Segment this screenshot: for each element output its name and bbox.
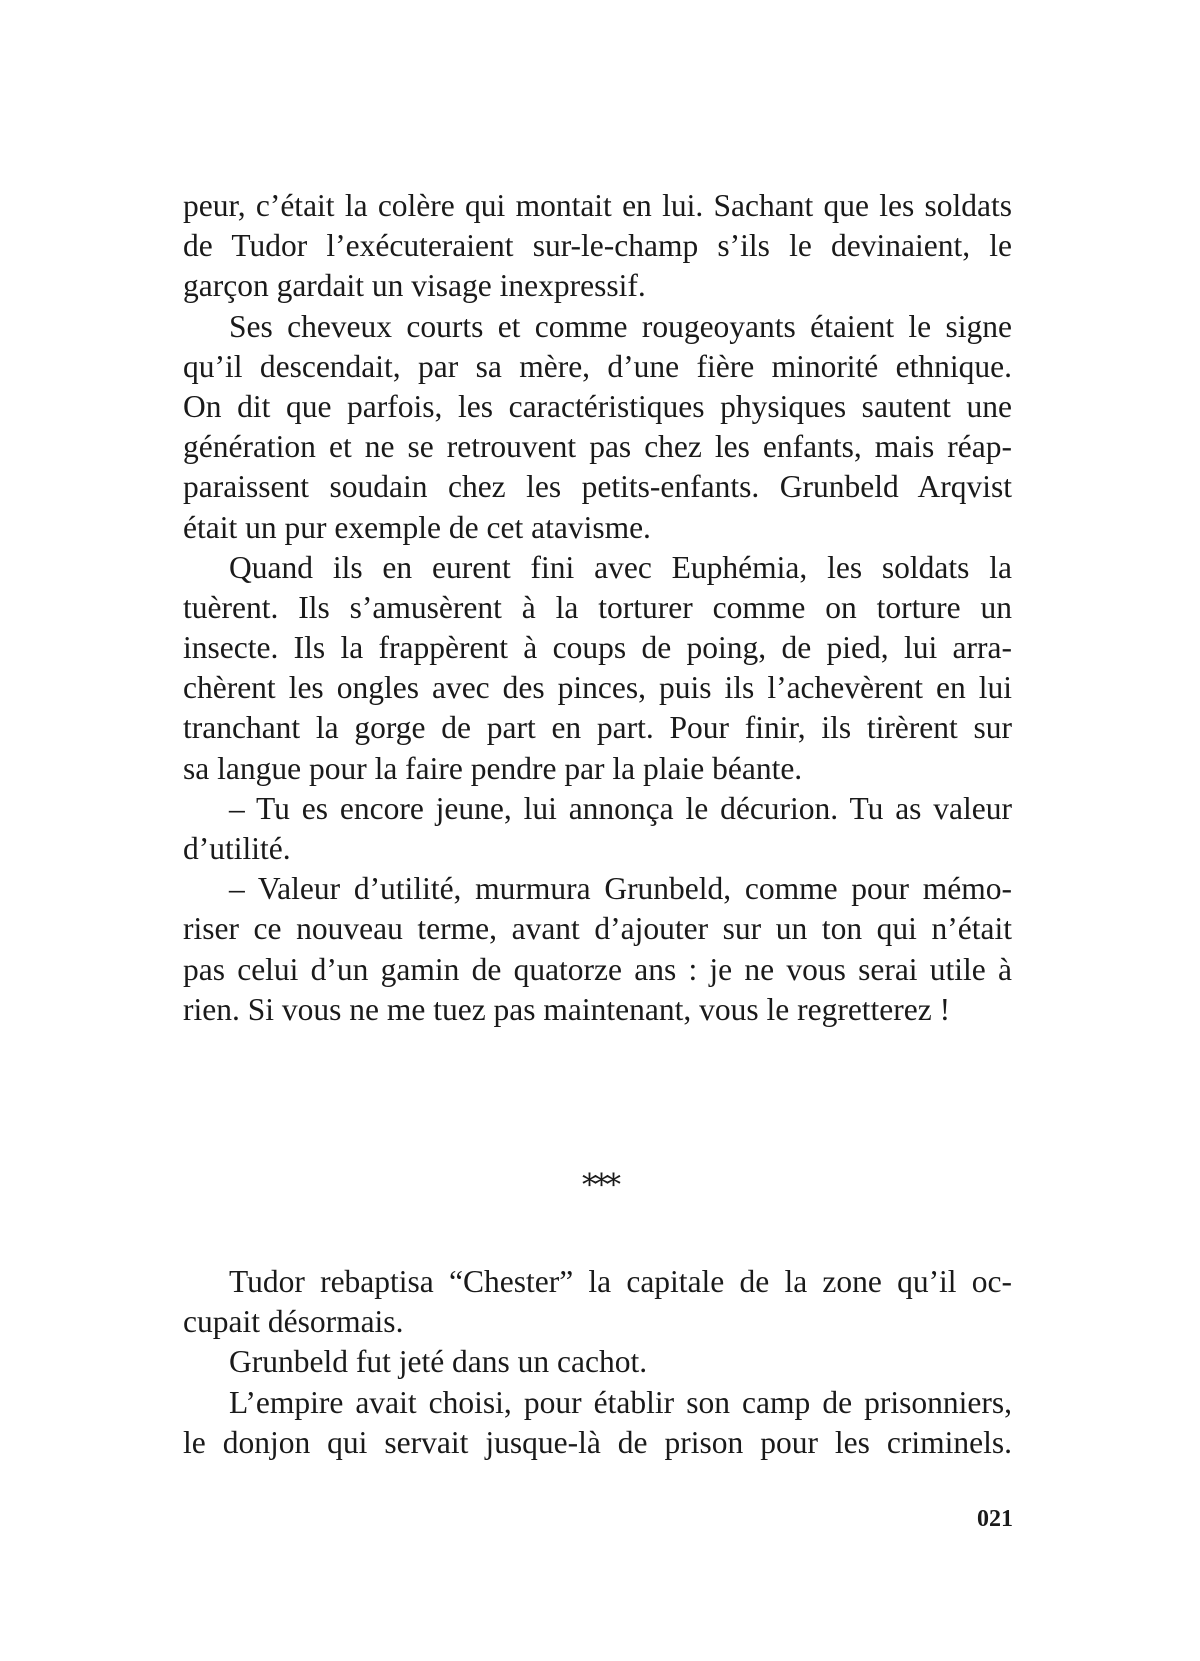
text-line: chèrent les ongles avec des pinces, puis ils l’achevèrent en lui xyxy=(183,670,1012,706)
text-block-part-2 xyxy=(183,1262,1012,1463)
text-line: qu’il descendait, par sa mère, d’une fière minorité ethnique. xyxy=(183,348,1012,384)
text-line: L’empire avait choisi, pour établir son camp de prisonniers, xyxy=(229,1384,1012,1420)
text-line: d’utilité. xyxy=(183,831,291,866)
text-line: On dit que parfois, les caractéristiques physiques sautent une xyxy=(183,388,1012,424)
text-line: tranchant la gorge de part en part. Pour finir, ils tirèrent sur xyxy=(183,710,1012,746)
page-number: 021 xyxy=(977,1506,1013,1532)
text-block-part-1 xyxy=(183,186,1012,1030)
text-line: Grunbeld fut jeté dans un cachot. xyxy=(229,1344,648,1380)
text-line: pas celui d’un gamin de quatorze ans : je ne vous serai utile à xyxy=(183,951,1012,987)
text-line: insecte. Ils la frappèrent à coups de poing, de pied, lui arra- xyxy=(183,630,1012,666)
text-line: de Tudor l’exécuteraient sur-le-champ s’ils le devinaient, le xyxy=(183,228,1012,264)
section-separator: *** xyxy=(582,1168,618,1203)
text-line: Ses cheveux courts et comme rougeoyants étaient le signe xyxy=(229,308,1012,344)
text-line: riser ce nouveau terme, avant d’ajouter sur un ton qui n’était xyxy=(183,911,1012,947)
text-line: rien. Si vous ne me tuez pas maintenant, vous le regretterez ! xyxy=(183,991,951,1027)
text-line: Quand ils en eurent fini avec Euphémia, les soldats la xyxy=(229,549,1012,585)
text-line: – Valeur d’utilité, murmura Grunbeld, comme pour mémo- xyxy=(229,871,1012,907)
text-line: garçon gardait un visage inexpressif. xyxy=(183,268,646,304)
text-line: paraissent soudain chez les petits-enfants. Grunbeld Arqvist xyxy=(183,469,1012,505)
text-line: le donjon qui servait jusque-là de prison pour les criminels. xyxy=(183,1424,1012,1460)
text-line: cupait désormais. xyxy=(183,1304,404,1340)
text-line: était un pur exemple de cet atavisme. xyxy=(183,509,651,545)
text-line: tuèrent. Ils s’amusèrent à la torturer comme on torture un xyxy=(183,589,1012,625)
text-line: sa langue pour la faire pendre par la plaie béante. xyxy=(183,750,803,786)
text-line: Tudor rebaptisa “Chester” la capitale de la zone qu’il oc- xyxy=(229,1264,1012,1299)
text-line: – Tu es encore jeune, lui annonça le décurion. Tu as valeur xyxy=(229,790,1012,826)
text-line: peur, c’était la colère qui montait en lui. Sachant que les soldats xyxy=(183,188,1012,223)
text-line: génération et ne se retrouvent pas chez les enfants, mais réap- xyxy=(183,429,1012,465)
